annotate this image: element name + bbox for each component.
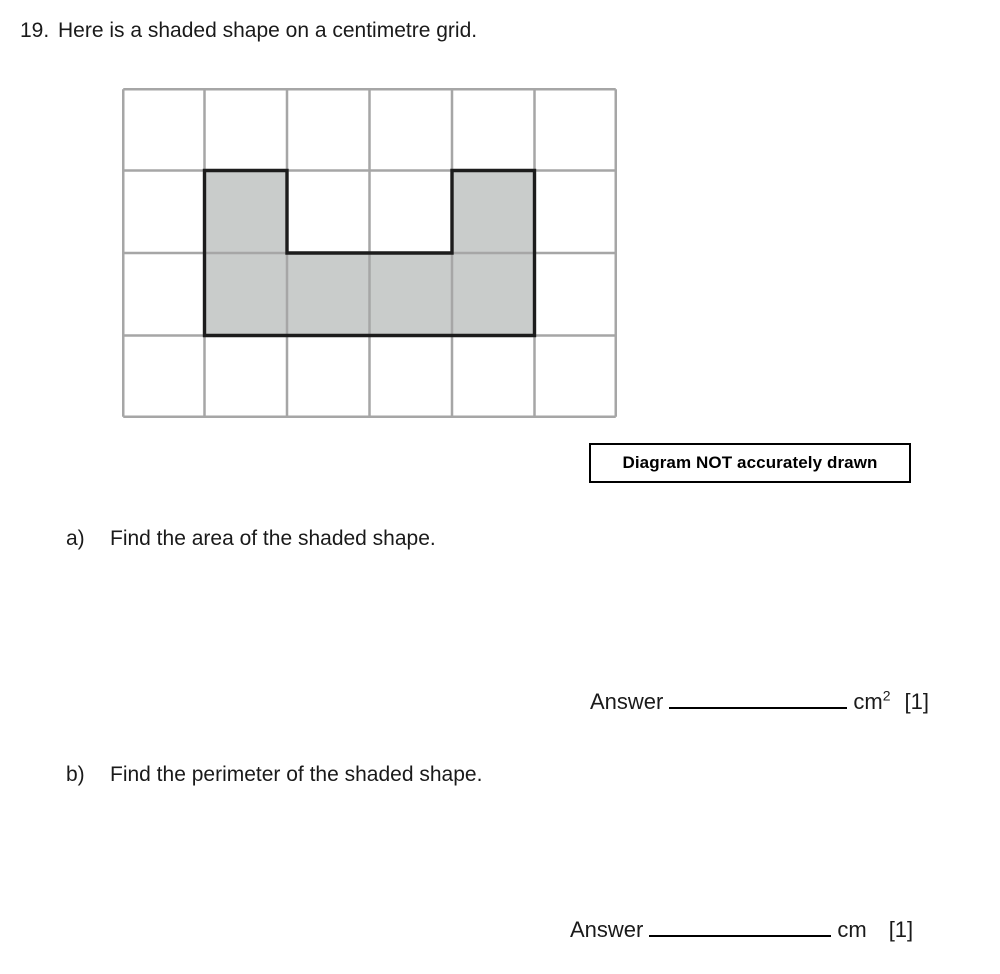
centimetre-grid-diagram xyxy=(122,88,617,418)
marks-a: [1] xyxy=(904,689,929,714)
answer-unit-b: cm xyxy=(837,917,867,942)
question-heading xyxy=(20,16,477,46)
part-a-text: Find the area of the shaded shape. xyxy=(110,527,436,550)
grid-svg xyxy=(122,88,617,418)
answer-unit-a xyxy=(853,687,890,717)
marks-b: [1] xyxy=(888,917,914,942)
unit-superscript-a: 2 xyxy=(882,687,891,704)
question-stem: Here is a shaded shape on a centimetre grid. xyxy=(58,19,478,42)
part-a-label: a) xyxy=(66,527,85,550)
question-number: 19. xyxy=(20,19,50,42)
answer-input-b[interactable] xyxy=(649,915,831,937)
diagram-not-accurate-label: Diagram NOT accurately drawn xyxy=(622,453,878,472)
answer-label-a: Answer xyxy=(590,689,664,714)
part-b-label: b) xyxy=(66,763,85,786)
part-b-text: Find the perimeter of the shaded shape. xyxy=(110,763,483,786)
answer-input-a[interactable] xyxy=(669,687,847,709)
answer-row-a xyxy=(590,687,929,717)
unit-text-a: cm xyxy=(853,689,883,714)
answer-row-b xyxy=(570,915,913,945)
part-b xyxy=(66,760,482,790)
diagram-not-accurate-box xyxy=(589,443,911,483)
part-a xyxy=(66,524,436,554)
answer-label-b: Answer xyxy=(570,917,644,942)
